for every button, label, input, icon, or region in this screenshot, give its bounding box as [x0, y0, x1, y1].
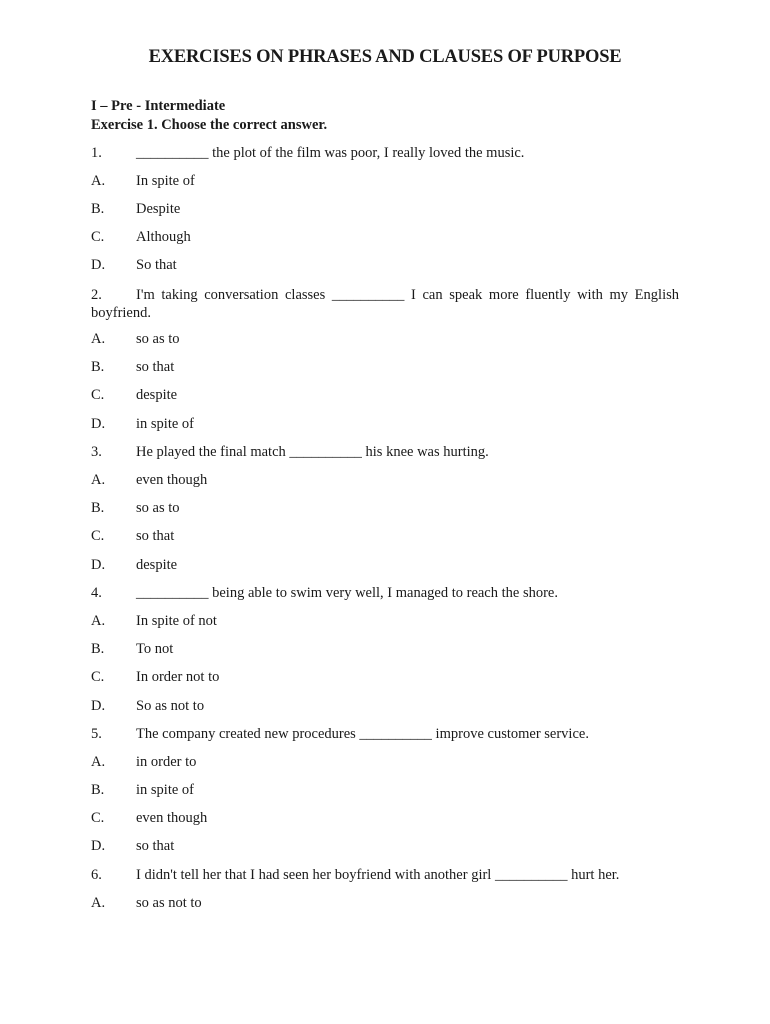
option-text: so that	[136, 838, 175, 854]
option-text: So that	[136, 257, 177, 273]
option-letter: D.	[91, 838, 106, 854]
question-number: 2.	[91, 287, 102, 303]
section-heading: I – Pre - Intermediate	[91, 98, 226, 114]
option-text: even though	[136, 810, 208, 826]
option-text: even though	[136, 472, 208, 488]
option-text: in spite of	[136, 416, 194, 432]
option-letter: B.	[91, 359, 105, 375]
option-letter: A.	[91, 472, 106, 488]
option-letter: D.	[91, 698, 106, 714]
option-letter: B.	[91, 500, 105, 516]
option-text: despite	[136, 387, 178, 403]
option-letter: B.	[91, 782, 105, 798]
question-text: __________ the plot of the film was poor, I really loved the music.	[136, 145, 525, 161]
option-letter: A.	[91, 173, 106, 189]
option-letter: B.	[91, 201, 105, 217]
question-number: 6.	[91, 867, 102, 883]
option-letter: C.	[91, 387, 105, 403]
option-text: so as to	[136, 331, 180, 347]
question-text: I didn't tell her that I had seen her boyfriend with another girl __________ hurt her.	[136, 867, 620, 883]
option-text: in order to	[136, 754, 197, 770]
option-letter: A.	[91, 331, 106, 347]
option-letter: C.	[91, 669, 105, 685]
exercise-heading: Exercise 1. Choose the correct answer.	[91, 117, 328, 133]
option-letter: D.	[91, 557, 106, 573]
option-text: so that	[136, 359, 175, 375]
option-text: so that	[136, 528, 175, 544]
option-letter: C.	[91, 528, 105, 544]
option-text: In spite of	[136, 173, 195, 189]
question-number: 3.	[91, 444, 102, 460]
question-text-line-1: I'm taking conversation classes __________ I can speak more fluently with my English	[136, 287, 679, 303]
question-text: __________ being able to swim very well, I managed to reach the shore.	[136, 585, 558, 601]
option-letter: B.	[91, 641, 105, 657]
option-letter: D.	[91, 416, 106, 432]
question-number: 1.	[91, 145, 102, 161]
question-text: The company created new procedures __________ improve customer service.	[136, 726, 589, 742]
question-2	[91, 286, 679, 304]
option-letter: A.	[91, 895, 106, 911]
option-text: So as not to	[136, 698, 205, 714]
option-text: To not	[136, 641, 174, 657]
option-letter: A.	[91, 754, 106, 770]
option-letter: A.	[91, 613, 106, 629]
option-letter: C.	[91, 229, 105, 245]
page-title: EXERCISES ON PHRASES AND CLAUSES OF PURPOSE	[148, 47, 622, 67]
option-text: In spite of not	[136, 613, 217, 629]
option-text: so as not to	[136, 895, 202, 911]
option-text: Although	[136, 229, 191, 245]
question-number: 4.	[91, 585, 102, 601]
option-text: in spite of	[136, 782, 194, 798]
option-text: despite	[136, 557, 178, 573]
question-number: 5.	[91, 726, 102, 742]
question-2-continuation: boyfriend.	[91, 305, 151, 321]
option-text: Despite	[136, 201, 181, 217]
question-text: He played the final match __________ his knee was hurting.	[136, 444, 489, 460]
option-text: In order not to	[136, 669, 220, 685]
option-letter: C.	[91, 810, 105, 826]
option-letter: D.	[91, 257, 106, 273]
option-text: so as to	[136, 500, 180, 516]
